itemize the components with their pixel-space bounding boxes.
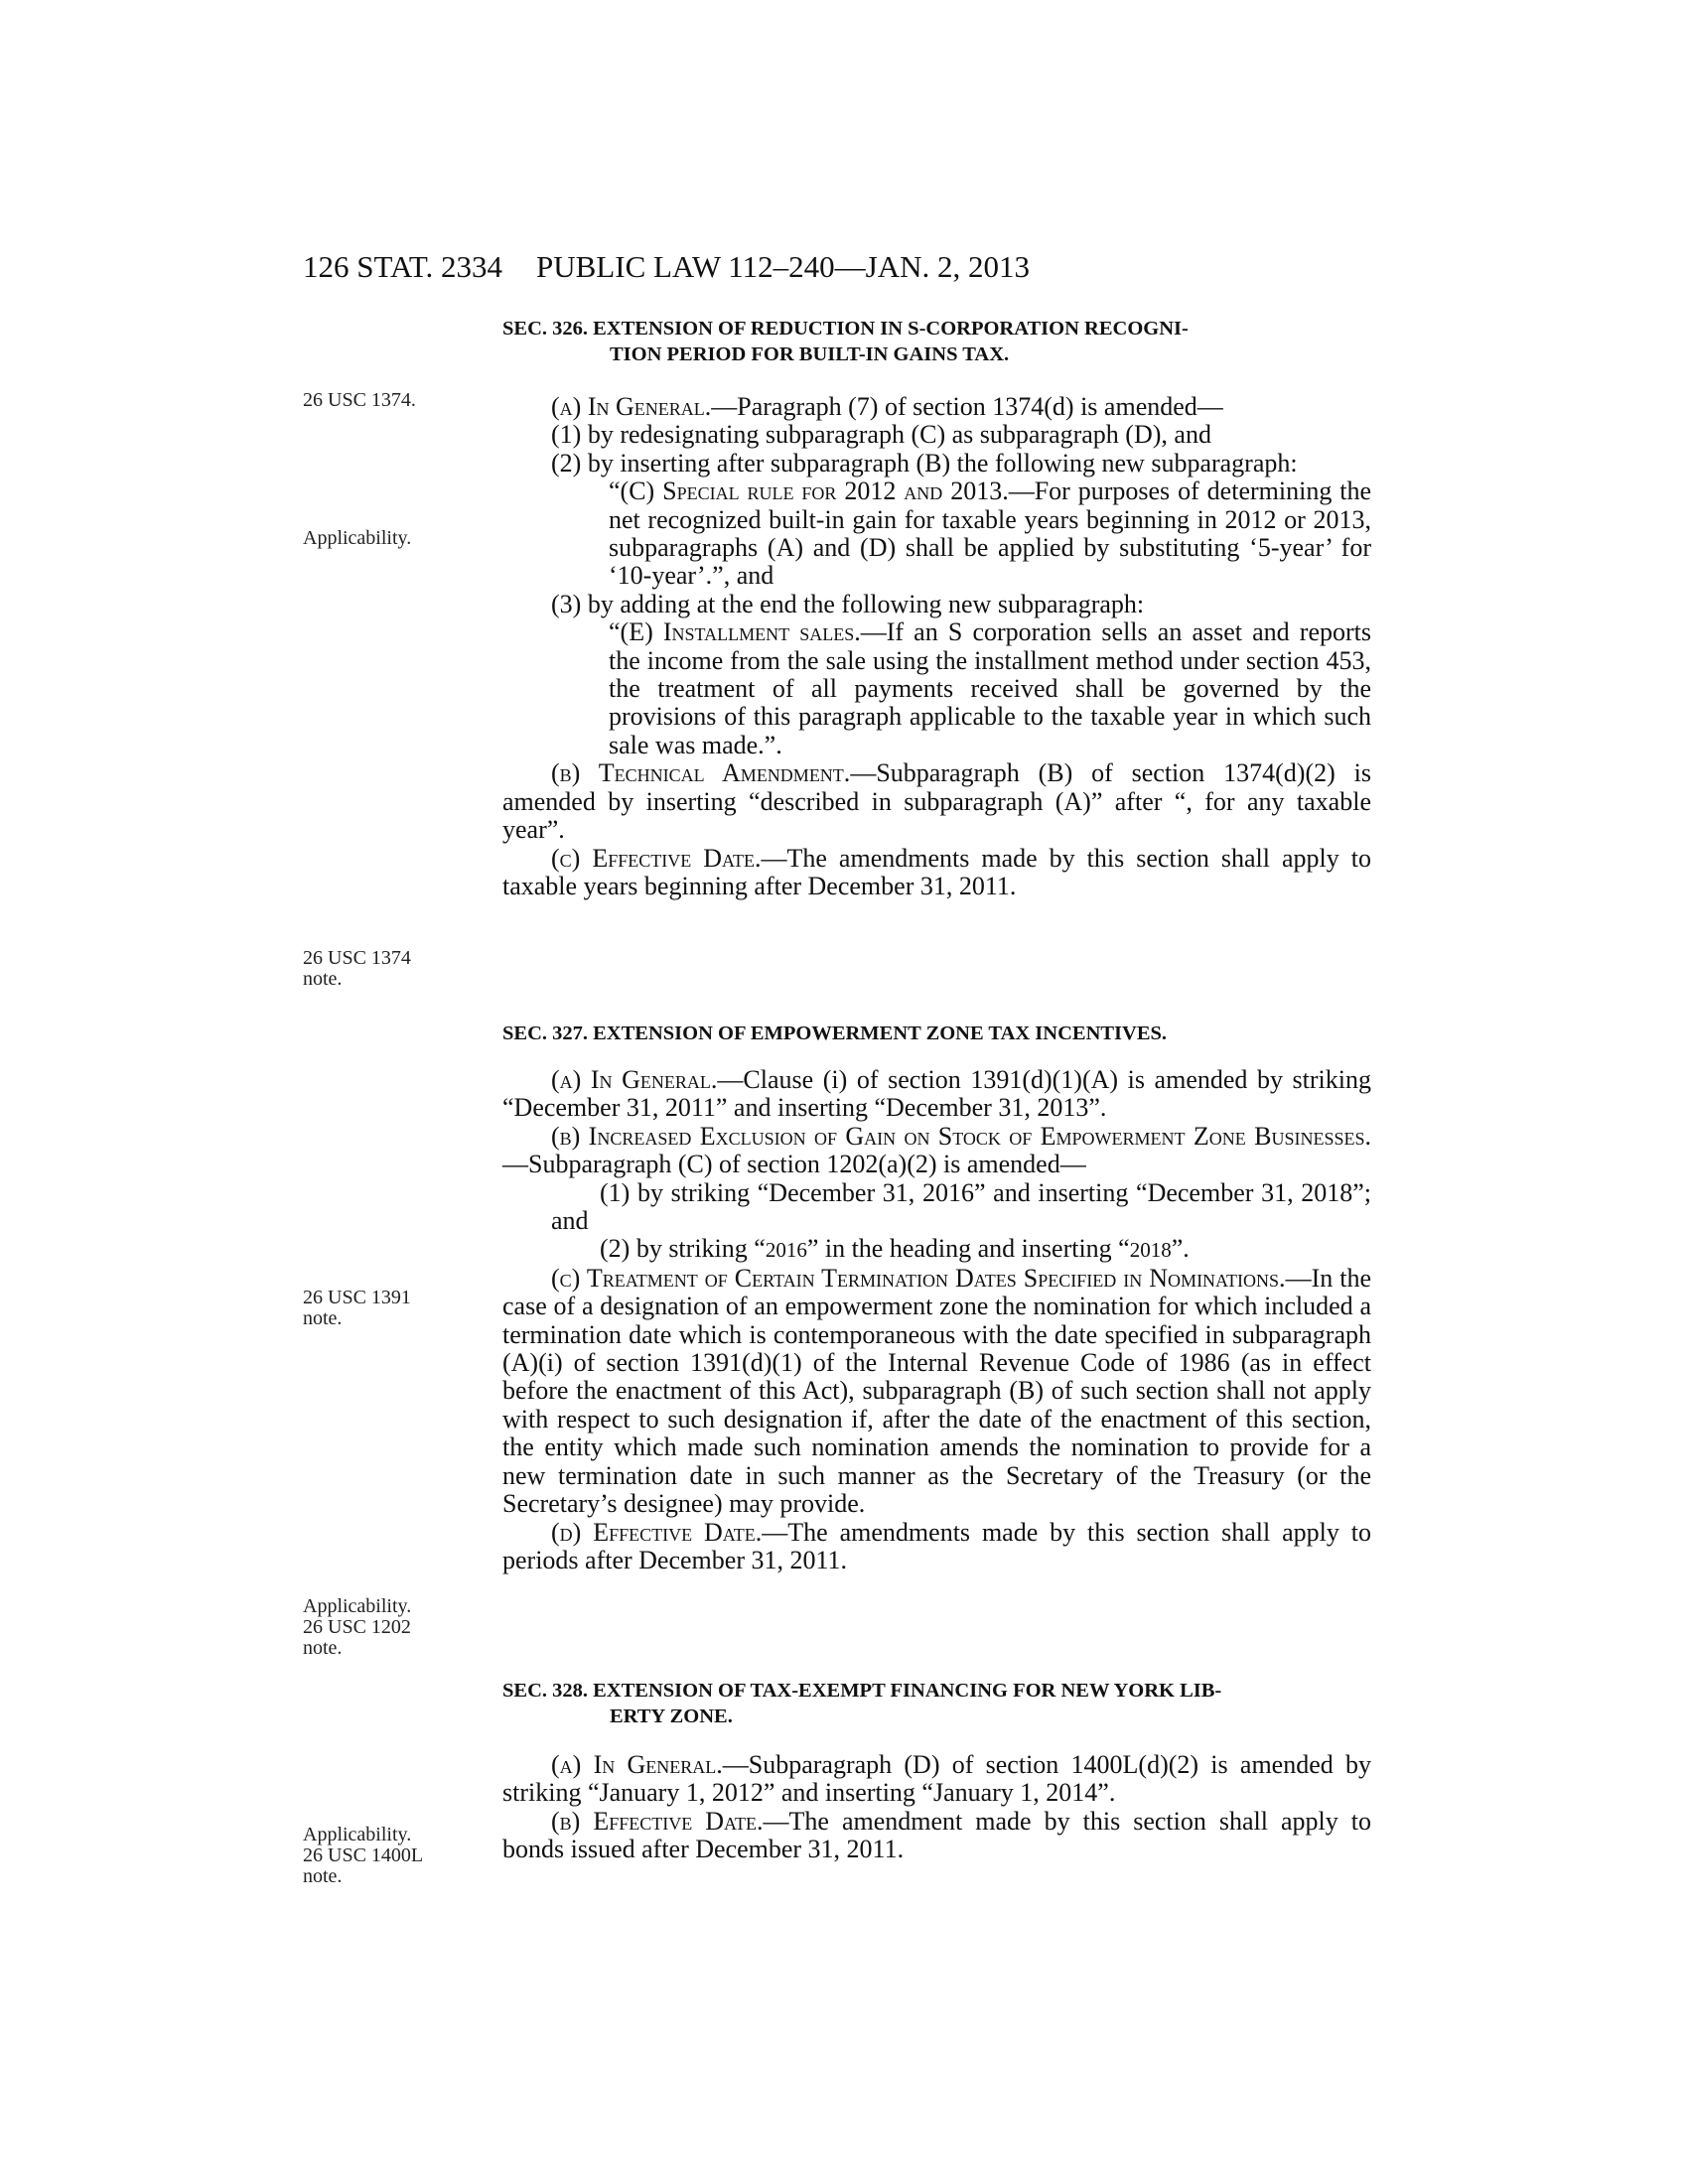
section-326-c: (c) Effective Date.—The amendments made by this section shall apply to taxable years beginning after December 31, 2011. — [502, 843, 1371, 900]
public-law-title: PUBLIC LAW 112–240—JAN. 2, 2013 — [536, 249, 1030, 284]
section-327-b1: (1) by striking “December 31, 2016” and inserting “December 31, 2018”; and — [551, 1177, 1371, 1236]
section-327-d: (d) Effective Date.—The amendments made by this section shall apply to periods after December 31, 2011. — [502, 1517, 1371, 1574]
section-327 — [502, 1021, 1371, 1574]
section-326-subpara-e: “(E) Installment sales.—If an S corporation sells an asset and reports the income from the sale using the installment method under section 453, the treatment of all payments received shall be governed by the provisions of this paragraph applicable to the taxable year in which such sale was made.”. — [609, 617, 1371, 759]
section-328 — [502, 1678, 1371, 1864]
section-327-c: (c) Treatment of Certain Termination Dates Specified in Nominations.—In the case of a designation of an empowerment zone the nomination for which included a termination date which is contemporaneous with the date specified in subparagraph (A)(i) of section 1391(d)(1) of the Internal Revenue Code of 1986 (as in effect before the enactment of this Act), subparagraph (B) of such section shall not apply with respect to such designation if, after the date of the enactment of this section, the entity which made such nomination amends the nomination to provide for a new termination date in such manner as the Secretary of the Treasury (or the Secretary’s designee) may provide. — [502, 1263, 1371, 1519]
margin-note-applicability-1: Applicability. — [303, 527, 412, 549]
section-328-a: (a) In General.—Subparagraph (D) of section 1400L(d)(2) is amended by striking “January 1, 2012” and inserting “January 1, 2014”. — [502, 1750, 1371, 1808]
statute-page-number: 126 STAT. 2334 — [303, 249, 503, 284]
margin-note-26usc1374-note: 26 USC 1374 note. — [303, 947, 411, 990]
section-326-a3: (3) by adding at the end the following new subparagraph: — [551, 589, 1145, 618]
section-326-b: (b) Technical Amendment.—Subparagraph (B) of section 1374(d)(2) is amended by inserting “described in subparagraph (A)” after “, for any taxable year”. — [502, 758, 1371, 845]
section-326-a: (a) In General.—Paragraph (7) of section 1374(d) is amended— — [551, 392, 1223, 421]
section-326-heading: SEC. 326. EXTENSION OF REDUCTION IN S-CORPORATION RECOGNI- TION PERIOD FOR BUILT-IN GAINS TAX. — [502, 318, 1189, 365]
section-328-heading: SEC. 328. EXTENSION OF TAX-EXEMPT FINANCING FOR NEW YORK LIB- ERTY ZONE. — [502, 1680, 1222, 1727]
section-326 — [502, 316, 1371, 900]
section-327-a: (a) In General.—Clause (i) of section 1391(d)(1)(A) is amended by striking “December 31, 2011” and inserting “December 31, 2013”. — [502, 1065, 1371, 1123]
margin-note-26usc1374: 26 USC 1374. — [303, 389, 416, 411]
section-327-b2: (2) by striking “2016” in the heading and inserting “2018”. — [600, 1234, 1190, 1264]
margin-note-26usc1400l-note: Applicability. 26 USC 1400L note. — [303, 1824, 424, 1887]
section-326-a2: (2) by inserting after subparagraph (B) the following new subparagraph: — [551, 448, 1298, 478]
section-326-subpara-c: “(C) Special rule for 2012 and 2013.—For purposes of determining the net recognized built-in gain for taxable years beginning in 2012 or 2013, subparagraphs (A) and (D) shall be applied by substituting ‘5-year’ for ‘10-year’.”, and — [609, 477, 1371, 591]
section-327-b: (b) Increased Exclusion of Gain on Stock of Empowerment Zone Businesses.—Subparagraph (C) of section 1202(a)(2) is amended— — [502, 1121, 1371, 1179]
section-328-b: (b) Effective Date.—The amendment made by this section shall apply to bonds issued after December 31, 2011. — [502, 1806, 1372, 1864]
margin-note-26usc1391-note: 26 USC 1391 note. — [303, 1287, 411, 1329]
margin-note-26usc1202-note: Applicability. 26 USC 1202 note. — [303, 1595, 412, 1659]
section-327-heading: SEC. 327. EXTENSION OF EMPOWERMENT ZONE TAX INCENTIVES. — [502, 1023, 1168, 1044]
section-326-a1: (1) by redesignating subparagraph (C) as subparagraph (D), and — [551, 420, 1211, 450]
